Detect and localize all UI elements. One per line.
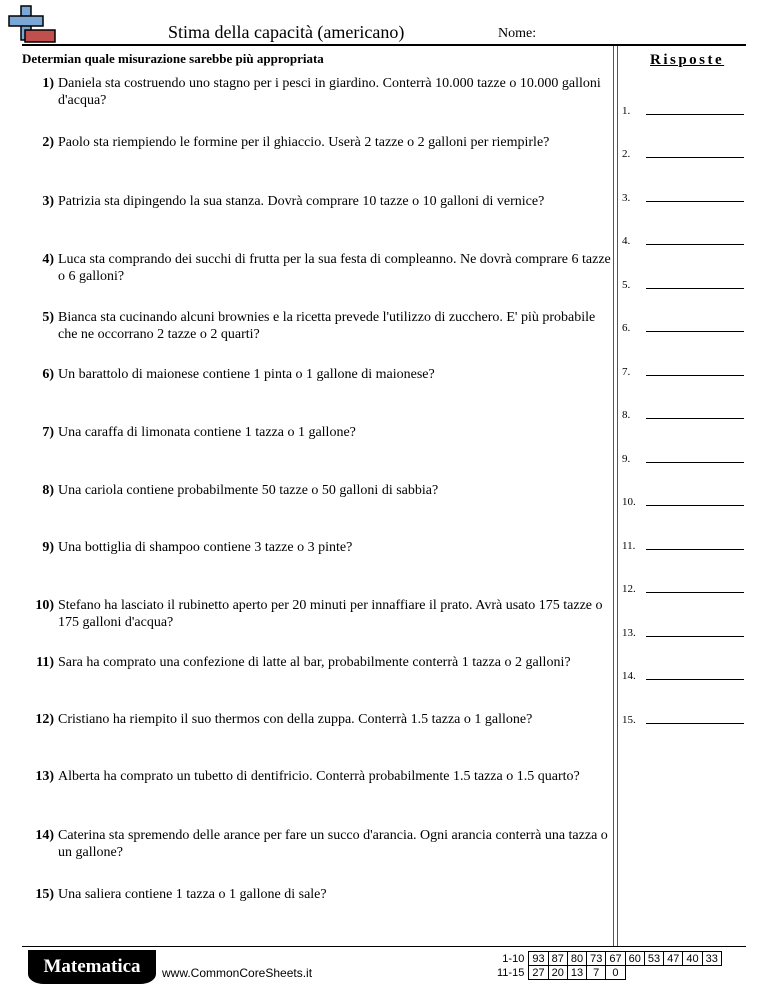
name-label: Nome:	[498, 26, 537, 41]
score-cell: 7	[587, 966, 606, 980]
answer-blank[interactable]	[622, 621, 746, 639]
question-item	[22, 768, 614, 785]
answer-blank[interactable]	[622, 316, 746, 334]
question-item	[22, 886, 614, 903]
answer-line	[646, 679, 744, 680]
answer-number: 14.	[622, 670, 636, 682]
answer-blank[interactable]	[622, 664, 746, 682]
answer-blank[interactable]	[622, 534, 746, 552]
question-number: 14)	[35, 828, 54, 843]
answer-number: 15.	[622, 714, 636, 726]
question-item	[22, 134, 614, 151]
answer-number: 9.	[622, 453, 631, 465]
question-number: 12)	[35, 712, 54, 727]
score-cell: 0	[606, 966, 625, 980]
answer-number: 4.	[622, 235, 631, 247]
question-item	[22, 482, 614, 499]
answer-number: 11.	[622, 540, 636, 552]
brand-logo: Matematica	[28, 950, 156, 984]
score-cell: 13	[567, 966, 586, 980]
answer-line	[646, 505, 744, 506]
question-text: Bianca sta cucinando alcuni brownies e la ricetta prevede l'utilizzo di zucchero. E' più probabile che ne occorrano 2 tazze o 2 quarti?	[58, 310, 596, 342]
question-text: Una bottiglia di shampoo contiene 3 tazze o 3 pinte?	[58, 540, 353, 555]
question-text: Alberta ha comprato un tubetto di dentifricio. Conterrà probabilmente 1.5 tazza o 1.5 quarto?	[58, 769, 580, 784]
question-item	[22, 424, 614, 441]
answer-line	[646, 723, 744, 724]
score-cell: 60	[625, 952, 644, 966]
answer-blank[interactable]	[622, 577, 746, 595]
answer-line	[646, 157, 744, 158]
score-row-label: 1-10	[502, 952, 525, 965]
answer-blank[interactable]	[622, 273, 746, 291]
question-text: Un barattolo di maionese contiene 1 pinta o 1 gallone di maionese?	[58, 367, 435, 382]
column-divider	[617, 46, 618, 946]
score-cell: 87	[548, 952, 567, 966]
question-text: Caterina sta spremendo delle arance per fare un succo d'arancia. Ogni arancia conterrà una tazza o un gallone?	[58, 828, 608, 860]
question-number: 9)	[42, 540, 54, 555]
question-number: 6)	[42, 367, 54, 382]
answer-number: 3.	[622, 192, 631, 204]
score-cell: 27	[529, 966, 548, 980]
answer-blank[interactable]	[622, 99, 746, 117]
question-text: Patrizia sta dipingendo la sua stanza. Dovrà comprare 10 tazze o 10 galloni di vernice?	[58, 194, 545, 209]
question-text: Una cariola contiene probabilmente 50 tazze o 50 galloni di sabbia?	[58, 483, 439, 498]
question-number: 10)	[35, 598, 54, 613]
answer-number: 1.	[622, 105, 631, 117]
question-text: Sara ha comprato una confezione di latte al bar, probabilmente conterrà 1 tazza o 2 galloni?	[58, 655, 571, 670]
score-table	[494, 951, 722, 980]
score-cell: 67	[606, 952, 625, 966]
question-text: Daniela sta costruendo uno stagno per i pesci in giardino. Conterrà 10.000 tazze o 10.000 galloni d'acqua?	[58, 76, 601, 108]
answers-heading: Risposte	[650, 52, 725, 68]
score-cell: 33	[702, 952, 721, 966]
score-cell: 40	[683, 952, 702, 966]
answer-number: 10.	[622, 496, 636, 508]
answer-line	[646, 592, 744, 593]
answer-line	[646, 549, 744, 550]
answer-number: 7.	[622, 366, 631, 378]
question-item	[22, 75, 614, 109]
answer-blank[interactable]	[622, 229, 746, 247]
answer-blank[interactable]	[622, 186, 746, 204]
worksheet-title: Stima della capacità (americano)	[168, 22, 405, 42]
score-cell: 53	[644, 952, 663, 966]
question-number: 8)	[42, 483, 54, 498]
question-item	[22, 597, 614, 631]
question-item	[22, 654, 614, 671]
answer-line	[646, 636, 744, 637]
question-number: 2)	[42, 135, 54, 150]
question-number: 7)	[42, 425, 54, 440]
answer-line	[646, 201, 744, 202]
footer-divider	[22, 946, 746, 947]
question-item	[22, 251, 614, 285]
question-text: Luca sta comprando dei succhi di frutta per la sua festa di compleanno. Ne dovrà comprare 6 tazze o 6 galloni?	[58, 252, 611, 284]
question-number: 3)	[42, 194, 54, 209]
score-cell: 80	[567, 952, 586, 966]
answer-number: 13.	[622, 627, 636, 639]
answer-blank[interactable]	[622, 490, 746, 508]
site-url: www.CommonCoreSheets.it	[162, 966, 313, 980]
answer-number: 6.	[622, 322, 631, 334]
answer-line	[646, 288, 744, 289]
question-text: Paolo sta riempiendo le formine per il ghiaccio. Userà 2 tazze o 2 galloni per riempirle?	[58, 135, 550, 150]
question-text: Stefano ha lasciato il rubinetto aperto per 20 minuti per innaffiare il prato. Avrà usato 175 tazze o 175 galloni d'acqua?	[58, 598, 603, 630]
question-item	[22, 711, 614, 728]
question-text: Una caraffa di limonata contiene 1 tazza o 1 gallone?	[58, 425, 356, 440]
score-cell: 73	[587, 952, 606, 966]
answer-number: 5.	[622, 279, 631, 291]
score-row	[494, 966, 721, 980]
answer-number: 8.	[622, 409, 631, 421]
answer-line	[646, 331, 744, 332]
question-number: 1)	[42, 76, 54, 91]
answer-line	[646, 375, 744, 376]
question-number: 11)	[36, 655, 54, 670]
plus-logo-icon	[5, 4, 57, 44]
answer-blank[interactable]	[622, 142, 746, 160]
question-number: 13)	[35, 769, 54, 784]
answer-blank[interactable]	[622, 403, 746, 421]
question-number: 5)	[42, 310, 54, 325]
answer-blank[interactable]	[622, 360, 746, 378]
answer-blank[interactable]	[622, 708, 746, 726]
question-item	[22, 827, 614, 861]
question-number: 4)	[42, 252, 54, 267]
score-cell: 47	[664, 952, 683, 966]
answer-blank[interactable]	[622, 447, 746, 465]
score-row-label: 11-15	[497, 966, 525, 979]
score-cell: 93	[529, 952, 548, 966]
score-cell: 20	[548, 966, 567, 980]
question-item	[22, 539, 614, 556]
instructions: Determian quale misurazione sarebbe più appropriata	[22, 51, 324, 66]
question-item	[22, 193, 614, 210]
answer-line	[646, 462, 744, 463]
header-divider	[22, 44, 746, 46]
answer-line	[646, 244, 744, 245]
answer-number: 12.	[622, 583, 636, 595]
question-item	[22, 309, 614, 343]
question-number: 15)	[35, 887, 54, 902]
score-row	[494, 952, 721, 966]
question-text: Cristiano ha riempito il suo thermos con della zuppa. Conterrà 1.5 tazza o 1 gallone?	[58, 712, 533, 727]
answer-line	[646, 418, 744, 419]
question-item	[22, 366, 614, 383]
question-text: Una saliera contiene 1 tazza o 1 gallone di sale?	[58, 887, 327, 902]
answer-line	[646, 114, 744, 115]
answer-number: 2.	[622, 148, 631, 160]
